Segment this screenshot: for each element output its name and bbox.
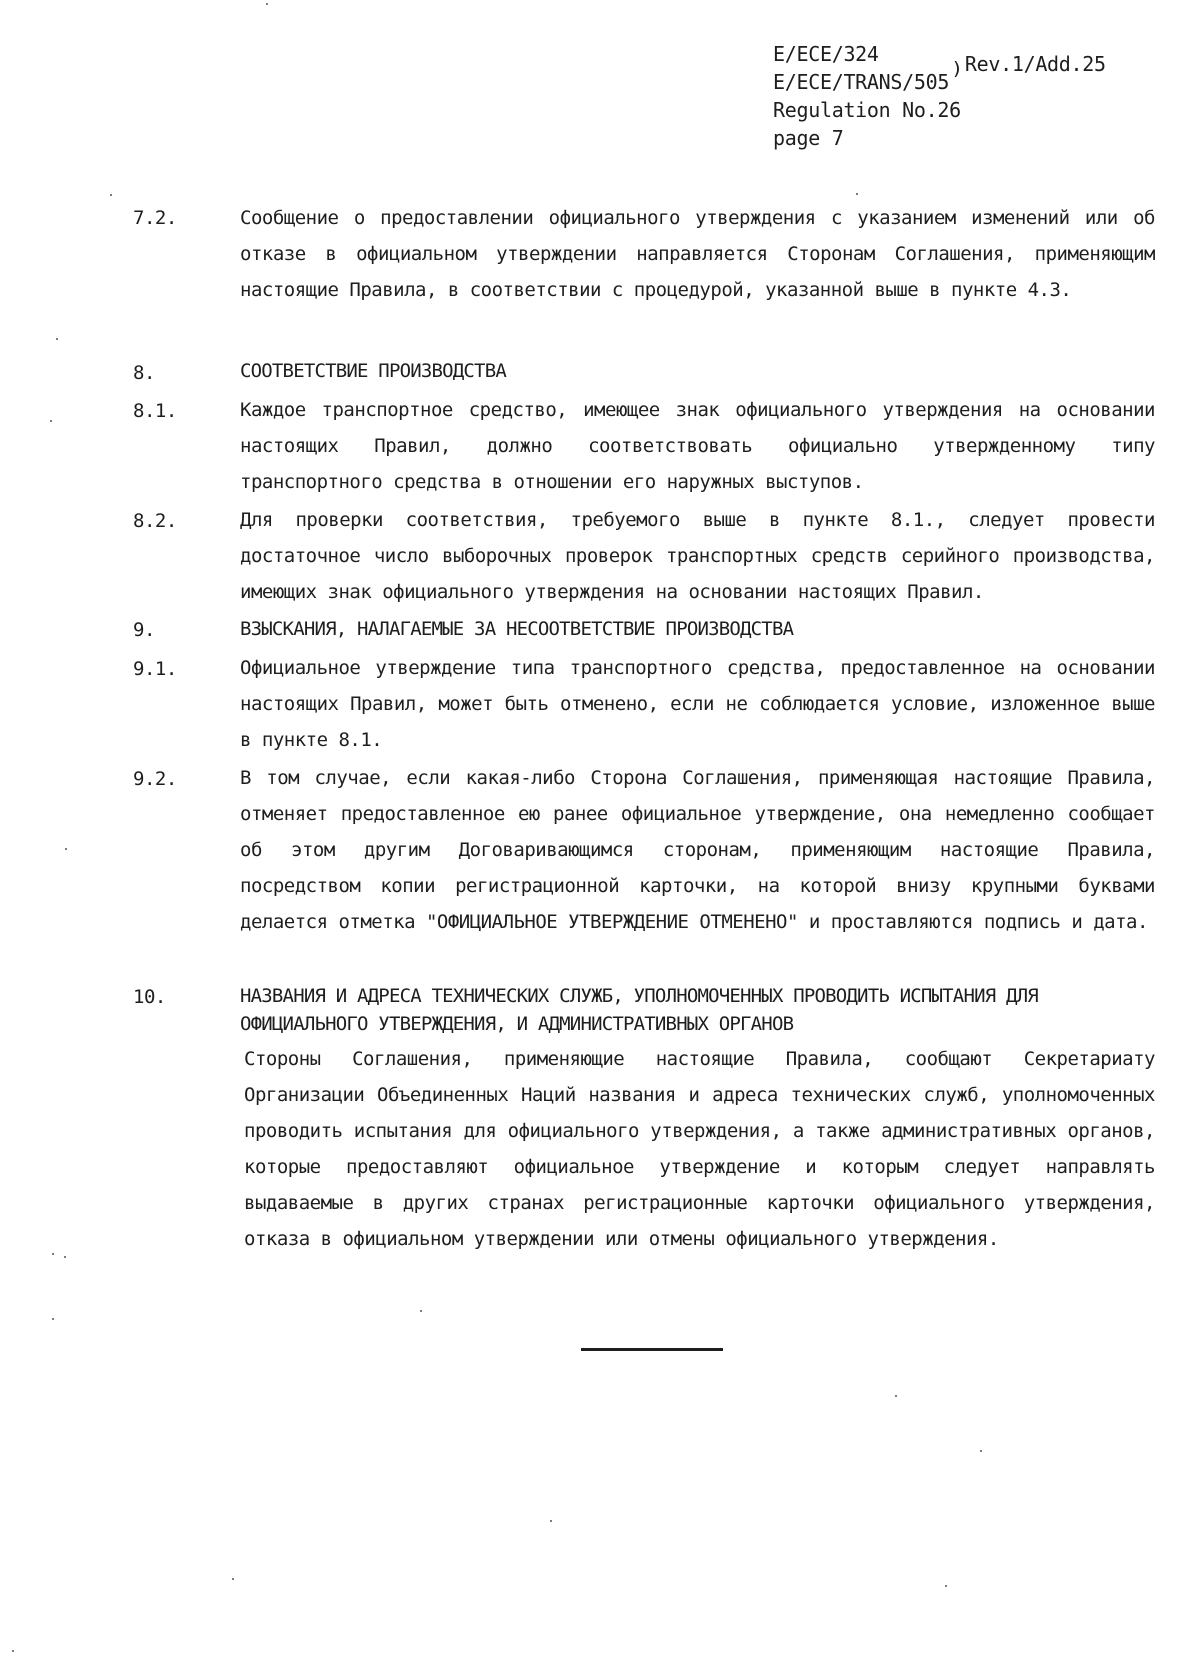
scan-speck xyxy=(110,194,112,196)
revision-label: Rev.1/Add.25 xyxy=(964,52,1106,76)
scan-speck xyxy=(52,1253,54,1255)
scan-speck xyxy=(420,1310,422,1312)
scan-speck xyxy=(52,1318,54,1320)
scan-speck xyxy=(856,193,858,195)
scan-speck xyxy=(65,848,67,850)
document-symbol-2: E/ECE/TRANS/505 xyxy=(773,70,950,94)
paragraph-number: 9.1. xyxy=(133,658,177,680)
scan-speck xyxy=(980,1450,982,1452)
scan-speck xyxy=(550,1520,552,1522)
scan-speck xyxy=(50,420,52,422)
scan-speck xyxy=(64,1256,66,1258)
paragraph-number: 8. xyxy=(133,362,155,384)
scan-speck xyxy=(56,338,58,340)
paragraph-text: Стороны Соглашения, применяющие настоящие Правила, сообщают Секретариату Организации Объединенных Наций названия и адреса технических служб, уполномоченных проводить испытания для официального утверждения, а также административных органов, которые предоставляют официальное утверждение и которым следует направлять выдаваемые в других странах регистрационные карточки официального утверждения, отказа в официальном утверждении или отмены официального утверждения. xyxy=(244,1048,1155,1250)
page-number: page 7 xyxy=(773,126,844,150)
scan-speck xyxy=(12,1650,14,1652)
scan-speck xyxy=(945,1585,947,1587)
paragraph-number: 7.2. xyxy=(133,207,177,229)
paragraph-number: 9.2. xyxy=(133,768,177,790)
section-heading: НАЗВАНИЯ И АДРЕСА ТЕХНИЧЕСКИХ СЛУЖБ, УПОЛНОМОЧЕННЫХ ПРОВОДИТЬ ИСПЫТАНИЯ ДЛЯ ОФИЦИАЛЬНОГО УТВЕРЖДЕНИЯ, И АДМИНИСТРАТИВНЫХ ОРГАНОВ xyxy=(240,985,1038,1035)
document-symbol-1: E/ECE/324 xyxy=(773,42,879,66)
scan-speck xyxy=(266,3,268,5)
paragraph-text: В том случае, если какая-либо Сторона Соглашения, применяющая настоящие Правила, отменяет предоставленное ею ранее официальное утверждение, она немедленно сообщает об этом другим Договаривающимся сторонам, применяющим настоящие Правила, посредством копии регистрационной карточки, на которой внизу крупными буквами делается отметка "ОФИЦИАЛЬНОЕ УТВЕРЖДЕНИЕ ОТМЕНЕНО" и проставляются подпись и дата. xyxy=(240,767,1155,933)
scan-speck xyxy=(895,1395,897,1397)
section-heading: ВЗЫСКАНИЯ, НАЛАГАЕМЫЕ ЗА НЕСООТВЕТСТВИЕ ПРОИЗВОДСТВА xyxy=(240,618,794,640)
document-symbols xyxy=(773,40,1106,96)
scan-speck xyxy=(232,1578,234,1580)
paragraph-text: Официальное утверждение типа транспортного средства, предоставленное на основании настоящих Правил, может быть отменено, если не соблюдается условие, изложенное выше в пункте 8.1. xyxy=(240,657,1155,751)
document-header xyxy=(773,40,1106,152)
paragraph-number: 8.1. xyxy=(133,400,177,422)
paragraph-number: 8.2. xyxy=(133,510,177,532)
paragraph-text: Для проверки соответствия, требуемого выше в пункте 8.1., следует провести достаточное число выборочных проверок транспортных средств серийного производства, имеющих знак официального утверждения на основании настоящих Правил. xyxy=(240,509,1155,603)
symbol-bracket: ) xyxy=(951,57,963,79)
paragraph-number: 9. xyxy=(133,619,155,641)
end-divider xyxy=(581,1348,723,1351)
paragraph-text: Каждое транспортное средство, имеющее знак официального утверждения на основании настоящих Правил, должно соответствовать официально утвержденному типу транспортного средства в отношении его наружных выступов. xyxy=(240,399,1155,493)
paragraph-text: Сообщение о предоставлении официального утверждения с указанием изменений или об отказе в официальном утверждении направляется Сторонам Соглашения, применяющим настоящие Правила, в соответствии с процедурой, указанной выше в пункте 4.3. xyxy=(240,207,1155,301)
paragraph-number: 10. xyxy=(133,986,166,1008)
regulation-number: Regulation No.26 xyxy=(773,98,961,122)
section-heading: СООТВЕТСТВИЕ ПРОИЗВОДСТВА xyxy=(240,360,506,382)
